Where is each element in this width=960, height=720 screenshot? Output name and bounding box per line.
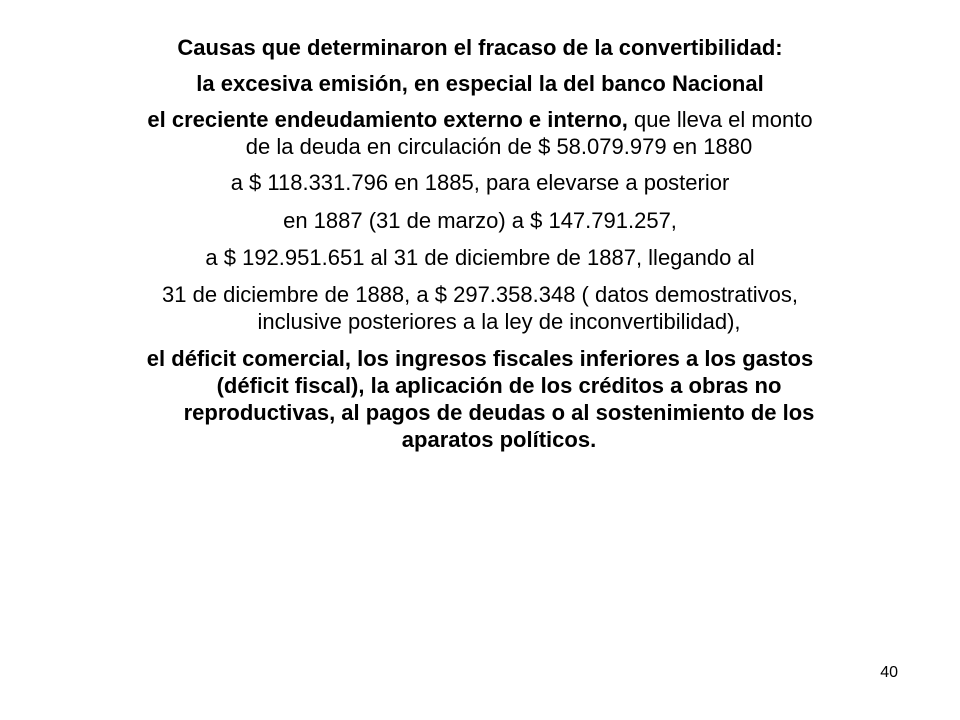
deficit-line-1: el déficit comercial, los ingresos fiscales inferiores a los gastos — [146, 346, 814, 371]
deficit-line-3: reproductivas, al pagos de deudas o al sostenimiento de los — [183, 400, 815, 425]
deficit-line-2: (déficit fiscal), la aplicación de los créditos a obras no — [216, 373, 782, 398]
page-number: 40 — [880, 664, 898, 681]
debt-regular-text: que lleva el monto — [627, 107, 813, 132]
debt-1885-line: a $ 118.331.796 en 1885, para elevarse a posterior — [230, 170, 730, 195]
debt-1888-paragraph — [60, 281, 900, 335]
cause-excessive-emission: la excesiva emisión, en especial la del banco Nacional — [196, 71, 764, 96]
debt-line-1 — [60, 106, 900, 133]
debt-1887-march-line: en 1887 (31 de marzo) a $ 147.791.257, — [283, 208, 677, 233]
debt-bold-text: el creciente endeudamiento externo e interno, — [147, 107, 628, 132]
cause-deficits — [60, 345, 900, 453]
debt-1888-line-2: inclusive posteriores a la ley de inconvertibilidad), — [257, 309, 741, 334]
debt-1887-december-line: a $ 192.951.651 al 31 de diciembre de 1887, llegando al — [205, 245, 755, 270]
debt-1888-line-1: 31 de diciembre de 1888, a $ 297.358.348 ( datos demostrativos, — [162, 282, 798, 307]
slide-content — [60, 34, 900, 453]
debt-line-2: de la deuda en circulación de $ 58.079.979 en 1880 — [245, 134, 753, 159]
slide-title: Causas que determinaron el fracaso de la convertibilidad: — [177, 35, 783, 60]
cause-growing-debt — [60, 106, 900, 160]
deficit-line-4: aparatos políticos. — [401, 427, 597, 452]
